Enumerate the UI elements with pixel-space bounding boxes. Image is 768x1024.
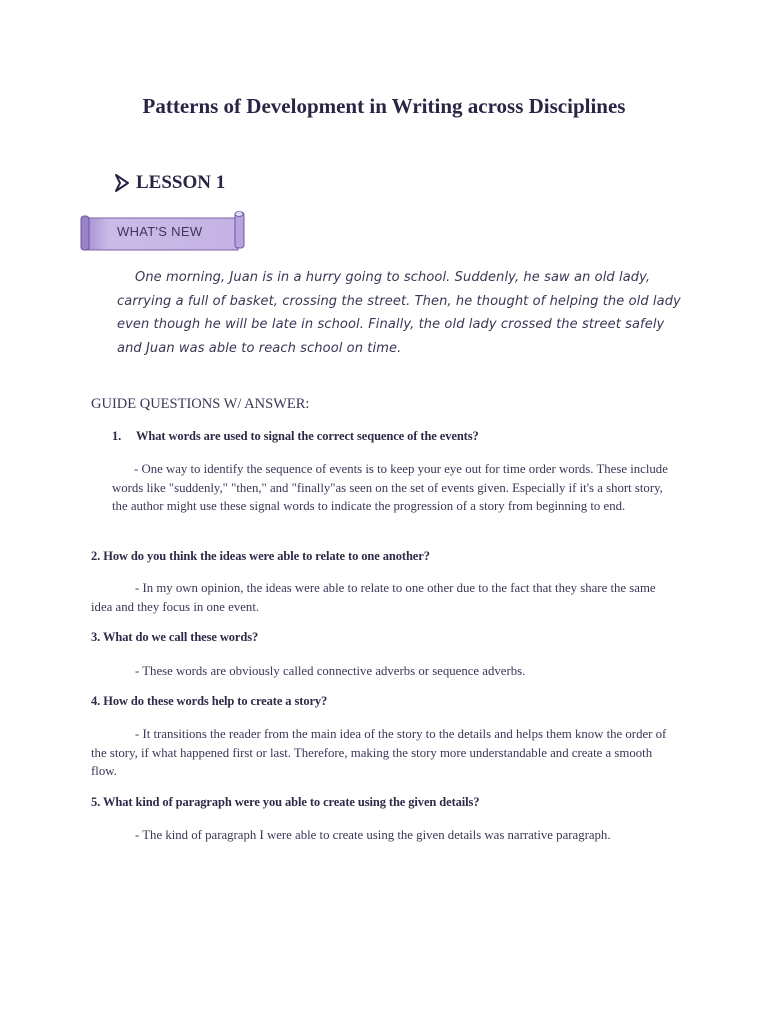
banner-label: WHAT'S NEW <box>117 224 203 239</box>
whats-new-banner <box>80 210 246 254</box>
guide-questions-heading: GUIDE QUESTIONS W/ ANSWER: <box>91 396 310 412</box>
lesson-heading <box>114 172 225 194</box>
question-3: 3. What do we call these words? <box>91 630 259 644</box>
question-4: 4. How do these words help to create a story? <box>91 694 328 708</box>
question-1-text: What words are used to signal the correct sequence of the events? <box>136 429 479 443</box>
lesson-label: LESSON 1 <box>136 172 226 193</box>
question-1 <box>112 429 479 444</box>
answer-2: - In my own opinion, the ideas were able to relate to one other due to the fact that they share the same idea and they focus in one event. <box>91 581 656 614</box>
story-paragraph: One morning, Juan is in a hurry going to school. Suddenly, he saw an old lady, carrying a full of basket, crossing the street. Then, he thought of helping the old lady even though he will be late in school. Finally, the old lady crossed the street safely and Juan was able to reach school on time. <box>117 270 681 356</box>
answer-3: - These words are obviously called connective adverbs or sequence adverbs. <box>135 664 526 678</box>
arrow-bullet-icon <box>114 174 130 192</box>
question-1-number: 1. <box>112 429 122 443</box>
answer-5: - The kind of paragraph I were able to create using the given details was narrative paragraph. <box>135 828 611 842</box>
answer-4: - It transitions the reader from the main idea of the story to the details and helps them know the order of the story, if what happened first or last. Therefore, making the story more understandable and create a smooth flow. <box>91 727 667 778</box>
question-2: 2. How do you think the ideas were able to relate to one another? <box>91 549 430 563</box>
page-title: Patterns of Development in Writing across Disciplines <box>142 94 626 118</box>
answer-1: - One way to identify the sequence of events is to keep your eye out for time order words. These include words like "suddenly," "then," and "finally"as seen on the set of events given. Especially if it's a short story, the author might use these signal words to indicate the progression of a story from beginning to end. <box>112 462 668 513</box>
question-5: 5. What kind of paragraph were you able to create using the given details? <box>91 795 480 809</box>
